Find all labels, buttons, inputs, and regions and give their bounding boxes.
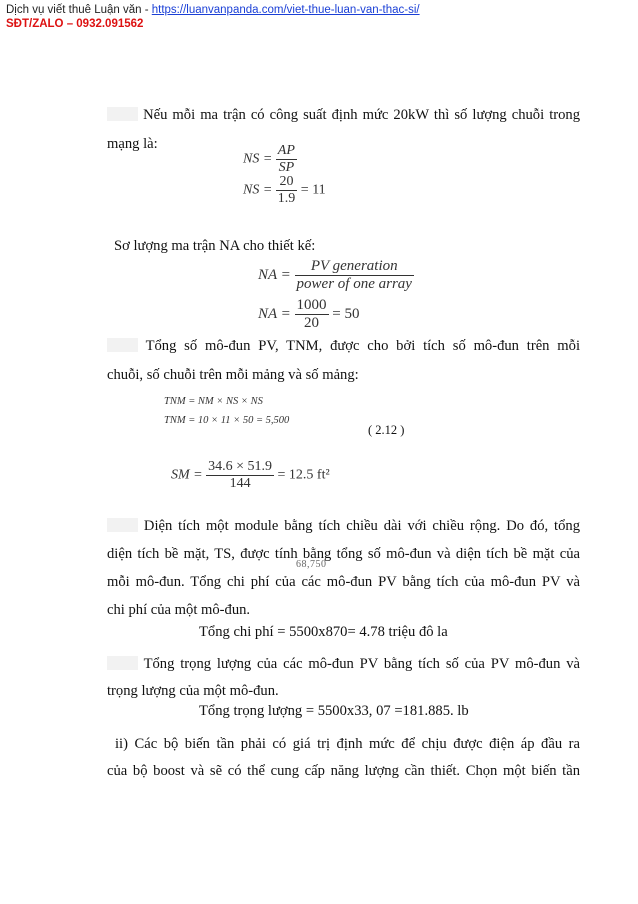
numerator: 20 <box>276 174 298 191</box>
denominator: 1.9 <box>277 191 296 206</box>
equation-na-definition <box>258 258 414 293</box>
paragraph-line <box>107 650 580 678</box>
fraction <box>276 143 297 176</box>
text-span: Tổng số mô-đun PV, TNM, được cho bởi tích số mô-đun trên mỗi <box>145 338 580 354</box>
fraction <box>206 459 274 492</box>
indent-box <box>107 107 138 121</box>
paragraph-line <box>107 332 580 360</box>
paragraph-line: trọng lượng của một mô-đun. <box>107 683 279 699</box>
indent-box <box>107 338 138 352</box>
eq-lhs: NA = <box>258 266 291 283</box>
text-span: Diện tích một module bằng tích chiều dài với chiều rộng. Do đó, tổng <box>143 518 581 534</box>
total-weight-line: Tổng trọng lượng = 5500x33, 07 =181.885. lb <box>199 703 469 719</box>
equation-tnm-definition: TNM = NM × NS × NS <box>164 396 263 407</box>
header-phone: SĐT/ZALO – 0932.091562 <box>6 18 144 30</box>
indent-box <box>107 656 138 670</box>
paragraph-line: mỗi mô-đun. Tổng chi phí của các mô-đun PV bằng tích của mô-đun PV và <box>107 574 580 590</box>
header-prefix: Dịch vụ viết thuê Luận văn - <box>6 4 152 16</box>
paragraph-line: mạng là: <box>107 136 158 152</box>
paragraph-line: diện tích bề mặt, TS, được tính bằng tổng số mô-đun và diện tích bề mặt của <box>107 546 580 562</box>
equation-ns-value <box>243 174 326 207</box>
equation-na-value <box>258 297 360 332</box>
fraction <box>276 174 298 207</box>
fraction <box>295 297 329 332</box>
denominator: 20 <box>304 315 320 331</box>
denominator: power of one array <box>296 276 412 292</box>
equation-sm <box>171 459 330 492</box>
numerator: PV generation <box>295 258 414 276</box>
equation-number: ( 2.12 ) <box>368 423 405 437</box>
numerator: AP <box>277 143 295 158</box>
text-span: Nếu mỗi ma trận có công suất định mức 20kW thì số lượng chuỗi trong <box>143 107 580 123</box>
paragraph-line: chuỗi, số chuỗi trên mỗi mảng và số mảng: <box>107 367 359 383</box>
fraction <box>295 258 414 293</box>
paragraph-line: của bộ boost và sẽ có thể cung cấp năng lượng cần thiết. Chọn một biến tần <box>107 763 580 779</box>
text-span: ii) Các bộ biến tần phải có giá trị định mức để chịu được điện áp đầu ra <box>115 736 580 752</box>
equation-ns-definition <box>243 143 297 176</box>
eq-rhs: = 11 <box>300 182 326 198</box>
paragraph-line <box>107 512 580 540</box>
paragraph-line: chi phí của một mô-đun. <box>107 602 251 618</box>
text-span: Tổng trọng lượng của các mô-đun PV bằng tích số của PV mô-đun và <box>143 656 580 672</box>
eq-lhs: SM = <box>171 467 203 483</box>
eq-lhs: NS = <box>243 151 273 167</box>
header-link[interactable]: https://luanvanpanda.com/viet-thue-luan-van-thac-si/ <box>151 4 420 16</box>
paragraph-line: Sơ lượng ma trận NA cho thiết kế: <box>114 238 316 254</box>
header-line <box>6 4 420 17</box>
total-cost-line: Tổng chi phí = 5500x870= 4.78 triệu đô la <box>199 624 448 640</box>
numerator: 1000 <box>296 297 327 313</box>
denominator: 144 <box>229 476 251 491</box>
paragraph-line <box>107 101 580 129</box>
denominator: SP <box>278 160 295 175</box>
eq-rhs: = 50 <box>332 305 360 322</box>
numerator: 34.6 × 51.9 <box>208 459 273 474</box>
overlapping-fragment: 68,750 <box>296 559 327 570</box>
eq-rhs: = 12.5 ft² <box>277 467 330 483</box>
page-header <box>6 4 420 31</box>
indent-box <box>107 518 138 532</box>
eq-lhs: NA = <box>258 305 291 322</box>
equation-tnm-value: TNM = 10 × 11 × 50 = 5,500 <box>164 415 290 426</box>
eq-lhs: NS = <box>243 182 273 198</box>
paragraph-line <box>107 730 580 758</box>
